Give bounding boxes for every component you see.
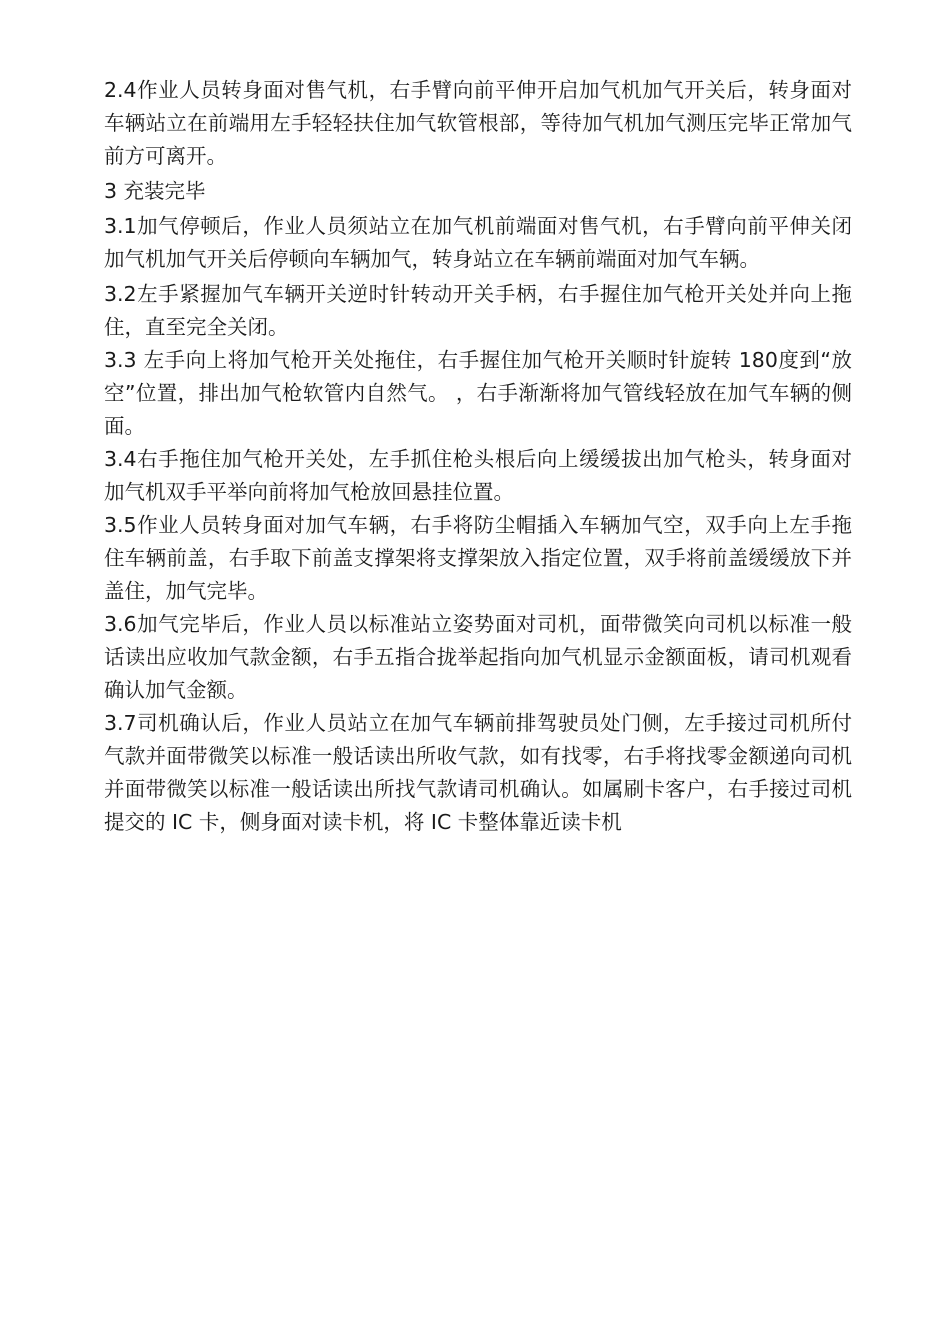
document-page [104, 74, 852, 839]
section-heading-3: 3 充装完毕 [104, 179, 206, 203]
paragraph-3-2: 3.2左手紧握加气车辆开关逆时针转动开关手柄，右手握住加气枪开关处并向上拖住，直至完全关闭。 [104, 282, 852, 339]
paragraph-3-6: 3.6加气完毕后，作业人员以标准站立姿势面对司机，面带微笑向司机以标准一般话读出应收加气款金额，右手五指合拢举起指向加气机显示金额面板，请司机观看确认加气金额。 [104, 612, 852, 702]
paragraph-2-4: 2.4作业人员转身面对售气机，右手臂向前平伸开启加气机加气开关后，转身面对车辆站立在前端用左手轻轻扶住加气软管根部，等待加气机加气测压完毕正常加气前方可离开。 [104, 78, 852, 168]
paragraph-3-1: 3.1加气停顿后，作业人员须站立在加气机前端面对售气机，右手臂向前平伸关闭加气机加气开关后停顿向车辆加气，转身站立在车辆前端面对加气车辆。 [104, 214, 852, 271]
paragraph-3-7: 3.7司机确认后，作业人员站立在加气车辆前排驾驶员处门侧，左手接过司机所付气款并面带微笑以标准一般话读出所收气款，如有找零，右手将找零金额递向司机并面带微笑以标准一般话读出所找气款请司机确认。如属刷卡客户，右手接过司机提交的 IC 卡，侧身面对读卡机，将 IC 卡整体靠近读卡机 [104, 711, 852, 834]
paragraph-3-3: 3.3 左手向上将加气枪开关处拖住，右手握住加气枪开关顺时针旋转 180度到“放空”位置，排出加气枪软管内自然气。 ，右手渐渐将加气管线轻放在加气车辆的侧面。 [104, 348, 852, 438]
paragraph-3-4: 3.4右手拖住加气枪开关处，左手抓住枪头根后向上缓缓拔出加气枪头，转身面对加气机双手平举向前将加气枪放回悬挂位置。 [104, 447, 852, 504]
paragraph-3-5: 3.5作业人员转身面对加气车辆，右手将防尘帽插入车辆加气空，双手向上左手拖住车辆前盖，右手取下前盖支撑架将支撑架放入指定位置，双手将前盖缓缓放下并盖住，加气完毕。 [104, 513, 852, 603]
